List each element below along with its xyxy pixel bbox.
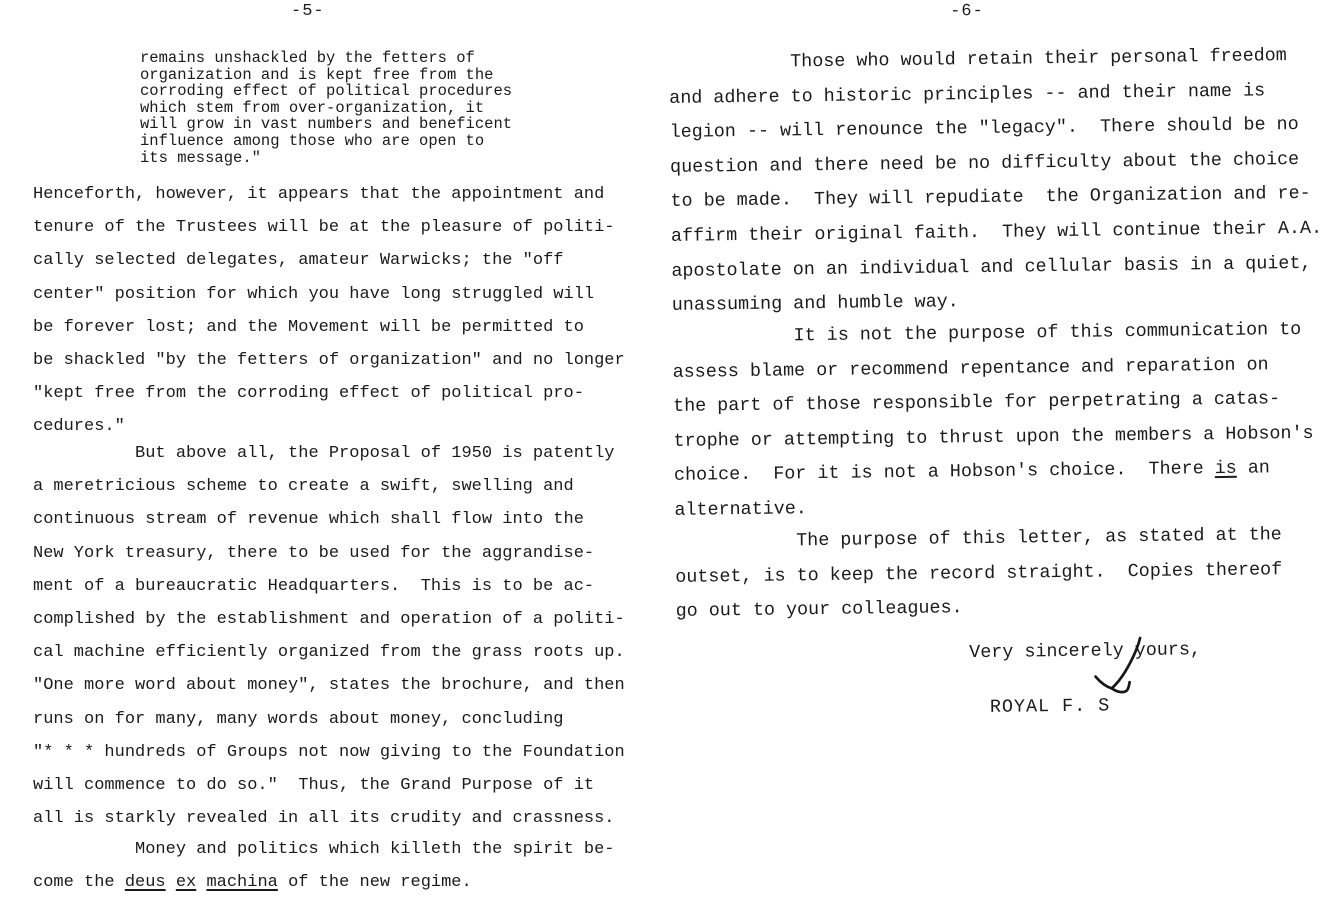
text-segment	[196, 873, 206, 892]
page-6	[660, 0, 1323, 898]
text-line: "One more word about money", states the brochure, and then	[33, 676, 625, 696]
text-line: assess blame or recommend repentance and reparation on	[672, 353, 1269, 383]
paragraph-henceforth	[33, 178, 625, 444]
page-number-6: -6-	[950, 1, 984, 22]
text-line: tenure of the Trustees will be at the pleasure of politi-	[33, 218, 615, 238]
text-segment: choice. For it is not a Hobson's choice. There	[673, 458, 1215, 487]
text-line: Those who would retain their personal freedom	[668, 45, 1287, 74]
text-line: It is not the purpose of this communication to	[672, 318, 1302, 348]
text-line: organization and is kept free from the	[140, 65, 494, 84]
text-line: cal machine efficiently organized from the grass roots up.	[33, 643, 625, 663]
text-line: apostolate on an individual and cellular basis in a quiet,	[671, 252, 1312, 282]
text-line: center" position for which you have long struggled will	[33, 284, 595, 304]
text-line: outset, is to keep the record straight. Copies thereof	[675, 558, 1283, 588]
text-line: will grow in vast numbers and beneficent	[140, 115, 513, 134]
paragraph-money-and-politics	[33, 833, 615, 899]
text-segment: of the new regime.	[277, 873, 472, 893]
signature-stroke-icon	[1092, 635, 1147, 698]
text-line: question and there need be no difficulty about the choice	[669, 148, 1300, 178]
text-line: go out to your colleagues.	[675, 597, 963, 623]
paragraph-it-is-not-the-purpose	[672, 313, 1315, 529]
text-line: New York treasury, there to be used for the aggrandise-	[33, 543, 595, 563]
text-line: affirm their original faith. They will continue their A.A.	[670, 217, 1323, 247]
text-line: runs on for many, many words about money, concluding	[33, 709, 564, 729]
text-line: Henceforth, however, it appears that the appointment and	[33, 185, 605, 204]
text-line: Money and politics which killeth the spirit be-	[33, 840, 615, 859]
page-5	[0, 0, 660, 898]
underlined-term: deus	[124, 873, 166, 893]
text-line: complished by the establishment and operation of a politi-	[33, 610, 625, 630]
underlined-term: ex	[175, 873, 197, 893]
page-number-5: -5-	[291, 2, 325, 21]
text-line: cedures."	[33, 417, 125, 437]
text-line: the part of those responsible for perpetrating a catas-	[672, 388, 1281, 418]
paragraph-but-above-all	[33, 437, 625, 835]
text-line: its message."	[140, 148, 261, 167]
text-line: corroding effect of political procedures	[140, 82, 513, 101]
text-line: "* * * hundreds of Groups not now giving to the Foundation	[33, 742, 625, 762]
text-line: which stem from over-organization, it	[140, 98, 485, 117]
text-line-with-underlines	[33, 866, 615, 899]
text-line: be shackled "by the fetters of organization" and no longer	[33, 351, 625, 371]
block-quote	[140, 50, 512, 166]
paragraph-purpose-of-letter	[675, 518, 1283, 629]
text-line: continuous stream of revenue which shall flow into the	[33, 510, 584, 530]
text-line: cally selected delegates, amateur Warwicks; the "off	[33, 251, 564, 271]
text-segment: come the	[33, 873, 125, 893]
signature-name: ROYAL F. S	[989, 695, 1111, 718]
text-line: The purpose of this letter, as stated at the	[674, 524, 1282, 553]
paragraph-lines	[672, 313, 1314, 459]
text-line: and adhere to historic principles -- and their name is	[669, 79, 1266, 109]
text-line: a meretricious scheme to create a swift, swelling and	[33, 477, 574, 497]
text-line: remains unshackled by the fetters of	[140, 49, 475, 67]
text-line: influence among those who are open to	[140, 131, 485, 150]
text-line: unassuming and humble way.	[671, 291, 959, 317]
paragraph-those-who-would	[669, 39, 1323, 324]
text-line: legion -- will renounce the "legacy". There should be no	[669, 114, 1299, 144]
closing-salutation: Very sincerely yours,	[969, 639, 1202, 664]
text-line: all is starkly revealed in all its crudity and crassness.	[33, 809, 615, 829]
underlined-term: machina	[206, 873, 278, 893]
text-line: to be made. They will repudiate the Organization and re-	[670, 183, 1311, 213]
text-line: be forever lost; and the Movement will be permitted to	[33, 317, 584, 337]
text-line: will commence to do so." Thus, the Grand Purpose of it	[33, 776, 595, 796]
text-line: "kept free from the corroding effect of political pro-	[33, 384, 584, 404]
text-segment: an	[1236, 457, 1271, 480]
text-line: But above all, the Proposal of 1950 is patently	[33, 444, 615, 463]
text-line: ment of a bureaucratic Headquarters. This is to be ac-	[33, 576, 595, 596]
text-line: alternative.	[674, 498, 807, 521]
underlined-term: is	[1214, 458, 1237, 480]
text-line: trophe or attempting to thrust upon the members a Hobson's	[673, 422, 1314, 452]
text-segment	[166, 873, 176, 892]
